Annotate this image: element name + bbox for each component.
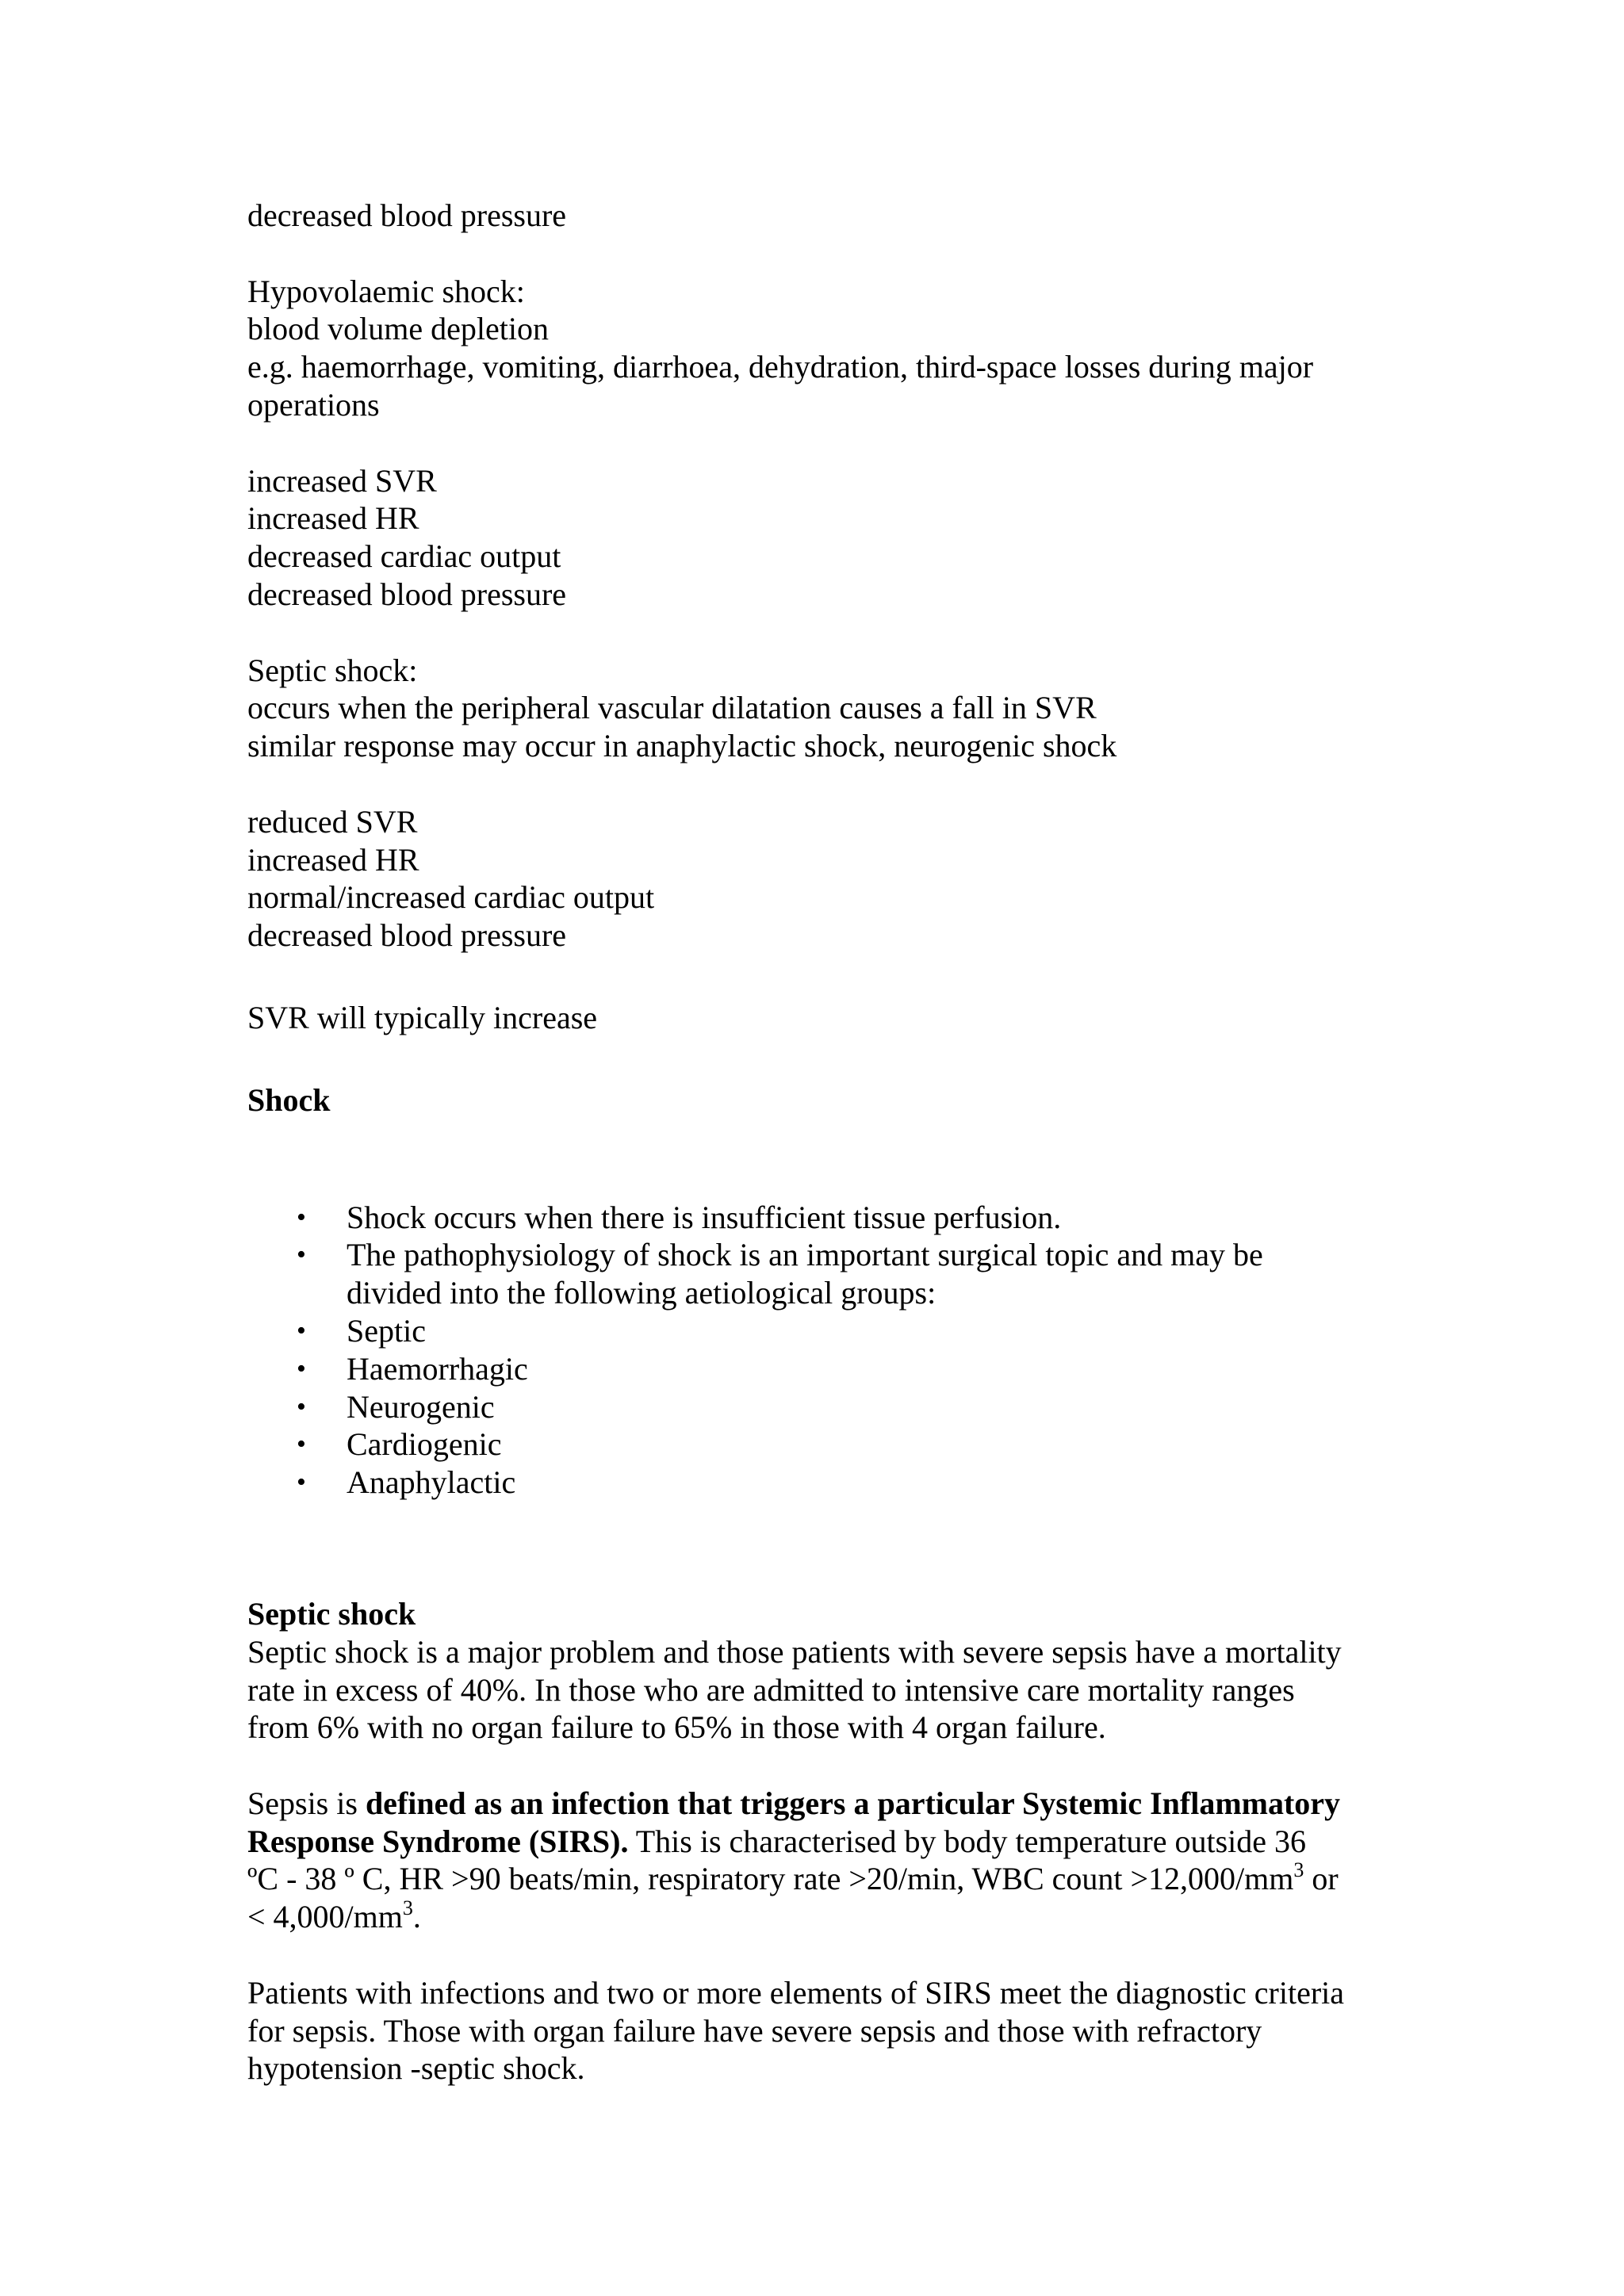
- text-line: rate in excess of 40%. In those who are admitted to intensive care mortality ranges: [247, 1671, 1295, 1708]
- list-item: • Anaphylactic: [297, 1464, 516, 1501]
- sign-line: decreased blood pressure: [247, 576, 567, 612]
- sepsis-definition-line: Sepsis is defined as an infection that triggers a particular Systemic Inflammatory: [247, 1785, 1341, 1821]
- section-title-septic-shock: Septic shock: [247, 1595, 416, 1632]
- text-line: from 6% with no organ failure to 65% in those with 4 organ failure.: [247, 1709, 1106, 1746]
- sign-line: decreased cardiac output: [247, 538, 561, 575]
- bullet-icon: •: [297, 1315, 306, 1345]
- sign-line: normal/increased cardiac output: [247, 879, 655, 916]
- text-line: Patients with infections and two or more elements of SIRS meet the diagnostic criteria: [247, 1974, 1345, 2011]
- list-item: • The pathophysiology of shock is an important surgical topic and may be divided into the following aetiological groups:: [297, 1237, 1263, 1311]
- sign-line: increased HR: [247, 841, 419, 878]
- text-line: for sepsis. Those with organ failure have severe sepsis and those with refractory: [247, 2012, 1262, 2049]
- text-line: decreased blood pressure: [247, 197, 567, 233]
- septic-heading: Septic shock:: [247, 652, 418, 688]
- list-item: • Neurogenic: [297, 1388, 495, 1425]
- bullet-icon: •: [297, 1468, 306, 1498]
- text-line: occurs when the peripheral vascular dilatation causes a fall in SVR: [247, 690, 1097, 726]
- sepsis-criteria-line: < $4,000/mm^3$.: [247, 1896, 421, 1935]
- text-line: similar response may occur in anaphylactic shock, neurogenic shock: [247, 728, 1117, 764]
- sign-line: increased HR: [247, 500, 419, 537]
- sepsis-definition-line: Response Syndrome (SIRS). This is characterised by body temperature outside 36: [247, 1823, 1307, 1859]
- text-line: e.g. haemorrhage, vomiting, diarrhoea, dehydration, third-space losses during major: [247, 349, 1314, 385]
- text-line: blood volume depletion: [247, 311, 549, 347]
- list-item: • Septic: [297, 1312, 426, 1349]
- sign-line: reduced SVR: [247, 803, 418, 840]
- sign-line: increased SVR: [247, 462, 437, 499]
- shock-bullet-list: [247, 1199, 1397, 1502]
- sepsis-criteria-line: ºC - 38 º C, HR >90 beats/min, respiratory rate >20/min, WBC count $>12,000/mm^3$ or: [247, 1858, 1339, 1897]
- list-item: • Cardiogenic: [297, 1426, 502, 1463]
- list-item: • Shock occurs when there is insufficient tissue perfusion.: [297, 1199, 1062, 1235]
- bullet-icon: •: [297, 1240, 306, 1270]
- hypovolaemic-heading: Hypovolaemic shock:: [247, 273, 525, 309]
- bullet-icon: •: [297, 1353, 306, 1383]
- text-line: Septic shock is a major problem and those patients with severe sepsis have a mortality: [247, 1633, 1342, 1670]
- svr-note: SVR will typically increase: [247, 999, 598, 1035]
- sign-line: decreased blood pressure: [247, 917, 567, 954]
- bullet-icon: •: [297, 1202, 306, 1232]
- bullet-icon: •: [297, 1391, 306, 1422]
- text-line: operations: [247, 386, 380, 423]
- text-line: hypotension -septic shock.: [247, 2050, 585, 2087]
- list-item: • Haemorrhagic: [297, 1350, 528, 1387]
- bullet-icon: •: [297, 1429, 306, 1460]
- section-title-shock: Shock: [247, 1081, 331, 1118]
- document-page: [247, 197, 1397, 2087]
